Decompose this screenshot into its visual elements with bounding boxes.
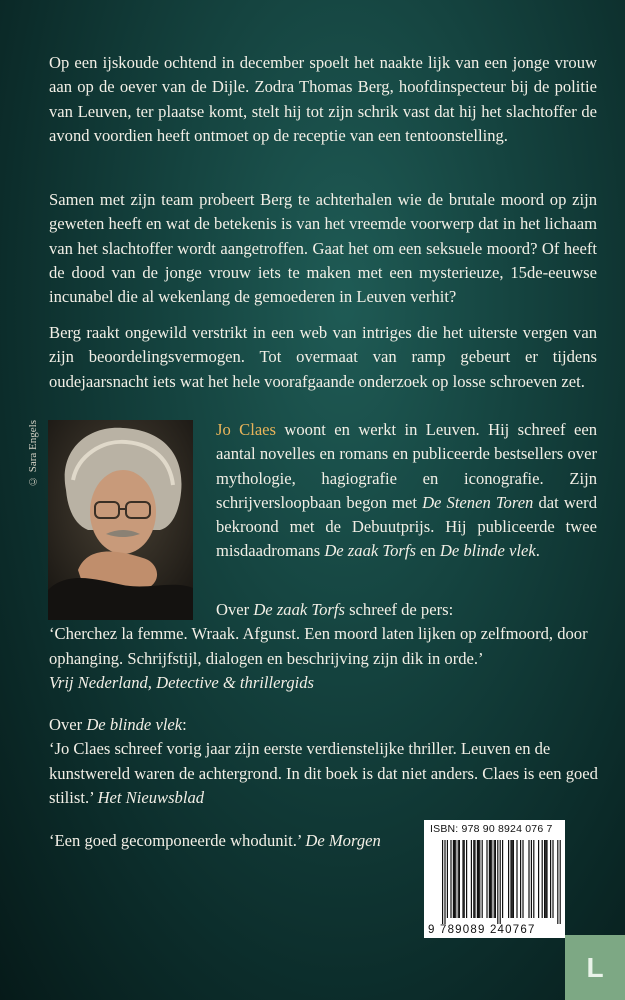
press-quote-torfs: ‘Cherchez la femme. Wraak. Afgunst. Een moord laten lijken op zelfmoord, door ophanging. Schrijfstijl, dialogen en beschrijving zijn dik in orde.’ [49,624,588,668]
barcode-bar [520,840,521,918]
barcode-bar [497,840,498,924]
barcode-bar [466,840,467,918]
barcode [424,820,565,938]
barcode-digits: 9 789089 240767 [428,924,536,936]
barcode-bar [453,840,454,918]
barcode-bar [447,840,448,918]
barcode-bar [462,840,463,918]
barcode-bar [513,840,514,918]
barcode-bar [482,840,483,918]
bio-text-2: dat werd bekroond met de Debuutprijs. Hij publiceerde twee misdaadromans [216,492,597,561]
press-intro-torfs: Over De zaak Torfs schreef de pers: [216,600,454,619]
blurb-paragraph-2: Samen met zijn team probeert Berg te achterhalen wie de brutale moord op zijn geweten heeft en wat de betekenis is van het vreemde voorwerp dat in het lichaam van het slachtoffer wordt aangetroffen. Gaat het om een seksuele moord? Of heeft de dood van de jonge vrouw iets te maken met een mysterieuze, 15de-eeuwse incunabel die al wekenlang de gemoederen in Leuven verhit? [49,190,597,307]
book-title-stenen-toren: De Stenen Toren [422,492,534,512]
book-title-blinde-vlek: De blinde vlek [439,541,536,561]
barcode-bar [546,840,547,918]
author-photo [48,420,193,620]
barcode-bar [500,840,501,924]
barcode-bar [459,840,460,918]
barcode-bar [502,840,503,918]
bio-text-3: en [415,541,440,561]
bio-text-4: . [535,541,540,561]
barcode-bar [560,840,561,924]
barcode-bar [490,840,491,918]
author-name: Jo Claes [216,420,277,439]
barcode-bar [477,840,478,918]
barcode-bar [557,840,558,924]
press-source-morgen: De Morgen [305,831,381,850]
barcode-bar [479,840,480,918]
photo-credit: © Sara Engels [27,420,39,487]
blurb-paragraph-1: Op een ijskoude ochtend in december spoelt het naakte lijk van een jonge vrouw aan op de oever van de Dijle. Zodra Thomas Berg, hoofdinspecteur bij de politie van Leuven, ter plaatse komt, stelt hij tot zijn schrik vast dat hij het slachtoffer de avond voordien heeft ontmoet op de receptie van een tentoonstelling. [49,53,597,145]
barcode-bar [533,840,534,918]
press-source-torfs: Vrij Nederland, Detective & thrillergids [49,672,314,692]
blurb-paragraph-3: Berg raakt ongewild verstrikt in een web van intriges die het uiterste vergen van zijn beoordelingsvermogen. Tot overmaat van ramp gebeurt er tijdens oudejaarsnacht iets wat het hele voorafgaande onderzoek op losse schroeven zet. [49,323,597,391]
barcode-bar [455,840,456,918]
barcode-bar [550,840,551,918]
barcode-bar [474,840,475,918]
bio-text-1: woont en werkt in Leuven. Hij schreef een aantal novelles en romans en publiceerde bestsellers over mythologie, hagiografie en iconografie. Zijn schrijversloopbaan begon met [216,420,597,512]
barcode-bar [510,840,511,918]
press-review-morgen [49,829,419,853]
barcode-bars [424,820,565,938]
barcode-bar [528,840,529,918]
barcode-bar [489,840,490,918]
barcode-bar [538,840,539,918]
barcode-bar [491,840,492,918]
barcode-bar [545,840,546,918]
barcode-bar [444,840,445,924]
barcode-bar [478,840,479,918]
barcode-bar [471,840,472,918]
barcode-bar [552,840,553,918]
barcode-bar [531,840,532,918]
barcode-bar [516,840,517,918]
barcode-bar [458,840,459,918]
barcode-bar [542,840,543,918]
barcode-bar [450,840,451,918]
isbn-label: ISBN: 978 90 8924 076 7 [430,823,553,835]
press-quote-vlek: ‘Jo Claes schreef vorig jaar zijn eerste verdienstelijke thriller. Leuven en de kunstwereld waren de achtergrond. In dit boek is dat niet anders. Claes is een goed stilist.’ Het Nieuwsblad [49,739,598,807]
author-bio [216,418,597,564]
press-review-vlek [49,713,609,810]
barcode-bar [508,840,509,918]
barcode-bar [512,840,513,918]
barcode-bar [494,840,495,918]
watermark-logo: L [565,935,625,1000]
barcode-bar [544,840,545,918]
press-quote-morgen: ‘Een goed gecomponeerde whodunit.’ [49,831,306,850]
barcode-bar [495,840,496,918]
press-intro-vlek: Over De blinde vlek: [49,715,187,734]
barcode-bar [522,840,523,918]
barcode-bar [486,840,487,918]
press-review-torfs [49,598,609,695]
book-title-zaak-torfs: De zaak Torfs [324,541,416,561]
barcode-bar [442,840,443,924]
barcode-bar [473,840,474,918]
barcode-bar [454,840,455,918]
barcode-bar [464,840,465,918]
